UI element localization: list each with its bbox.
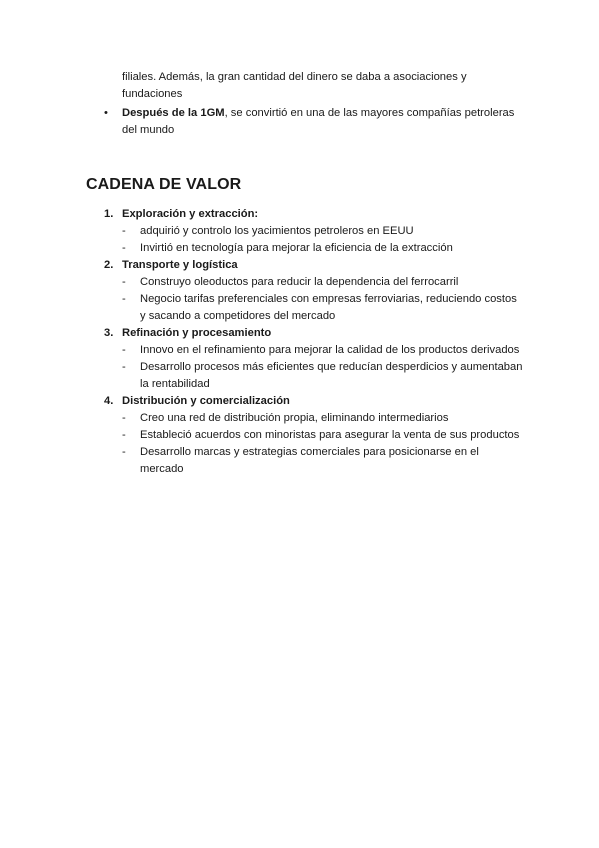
sub-item: [104, 274, 524, 291]
sub-item-text: Creo una red de distribución propia, eliminando intermediarios: [140, 412, 449, 424]
sub-item-text: adquirió y controlo los yacimientos petroleros en EEUU: [140, 225, 414, 237]
item-number: 4.: [104, 395, 114, 407]
dash-marker: -: [122, 276, 126, 288]
dash-marker: -: [122, 344, 126, 356]
list-item-transporte: [104, 257, 524, 325]
bullet-text: [122, 105, 522, 139]
dash-marker: -: [122, 361, 126, 373]
sub-item: [104, 240, 524, 257]
sub-item-text: Invirtió en tecnología para mejorar la eficiencia de la extracción: [140, 242, 453, 254]
section-heading: CADENA DE VALOR: [86, 176, 242, 193]
item-title: Transporte y logística: [122, 259, 238, 271]
list-item-exploracion: [104, 206, 524, 257]
value-chain-list: [104, 206, 524, 478]
dash-marker: -: [122, 242, 126, 254]
dash-marker: -: [122, 412, 126, 424]
item-number: 1.: [104, 208, 114, 220]
dash-marker: -: [122, 429, 126, 441]
item-title: Exploración y extracción:: [122, 208, 259, 220]
sub-item: [104, 223, 524, 240]
sub-item-text: Estableció acuerdos con minoristas para asegurar la venta de sus productos: [140, 429, 520, 441]
sub-item-text: Innovo en el refinamiento para mejorar la calidad de los productos derivados: [140, 344, 520, 356]
sub-item: [104, 410, 524, 427]
dash-marker: -: [122, 293, 126, 305]
list-item-refinacion: [104, 325, 524, 393]
sub-item-text: Desarrollo marcas y estrategias comerciales para posicionarse en el mercado: [140, 446, 479, 475]
sub-item: [104, 444, 524, 478]
sub-item: [104, 359, 524, 393]
bullet-marker: •: [104, 107, 108, 119]
sub-item: [104, 427, 524, 444]
sub-item-text: Negocio tarifas preferenciales con empresas ferroviarias, reduciendo costos y sacando a competidores del mercado: [140, 293, 517, 322]
sub-item: [104, 342, 524, 359]
list-item-distribucion: [104, 393, 524, 478]
sub-item-text: Desarrollo procesos más eficientes que reducían desperdicios y aumentaban la rentabilidad: [140, 361, 523, 390]
continuation-paragraph: filiales. Además, la gran cantidad del dinero se daba a asociaciones y fundaciones: [122, 71, 467, 100]
sub-item: [104, 291, 524, 325]
sub-item-text: Construyo oleoductos para reducir la dependencia del ferrocarril: [140, 276, 459, 288]
bullet-bold-text: Después de la 1GM: [122, 107, 225, 119]
item-title: Refinación y procesamiento: [122, 327, 272, 339]
item-title: Distribución y comercialización: [122, 395, 290, 407]
dash-marker: -: [122, 225, 126, 237]
item-number: 3.: [104, 327, 114, 339]
bullet-rest-text: , se convirtió en una de las mayores compañías petroleras del mundo: [122, 107, 515, 136]
dash-marker: -: [122, 446, 126, 458]
item-number: 2.: [104, 259, 114, 271]
